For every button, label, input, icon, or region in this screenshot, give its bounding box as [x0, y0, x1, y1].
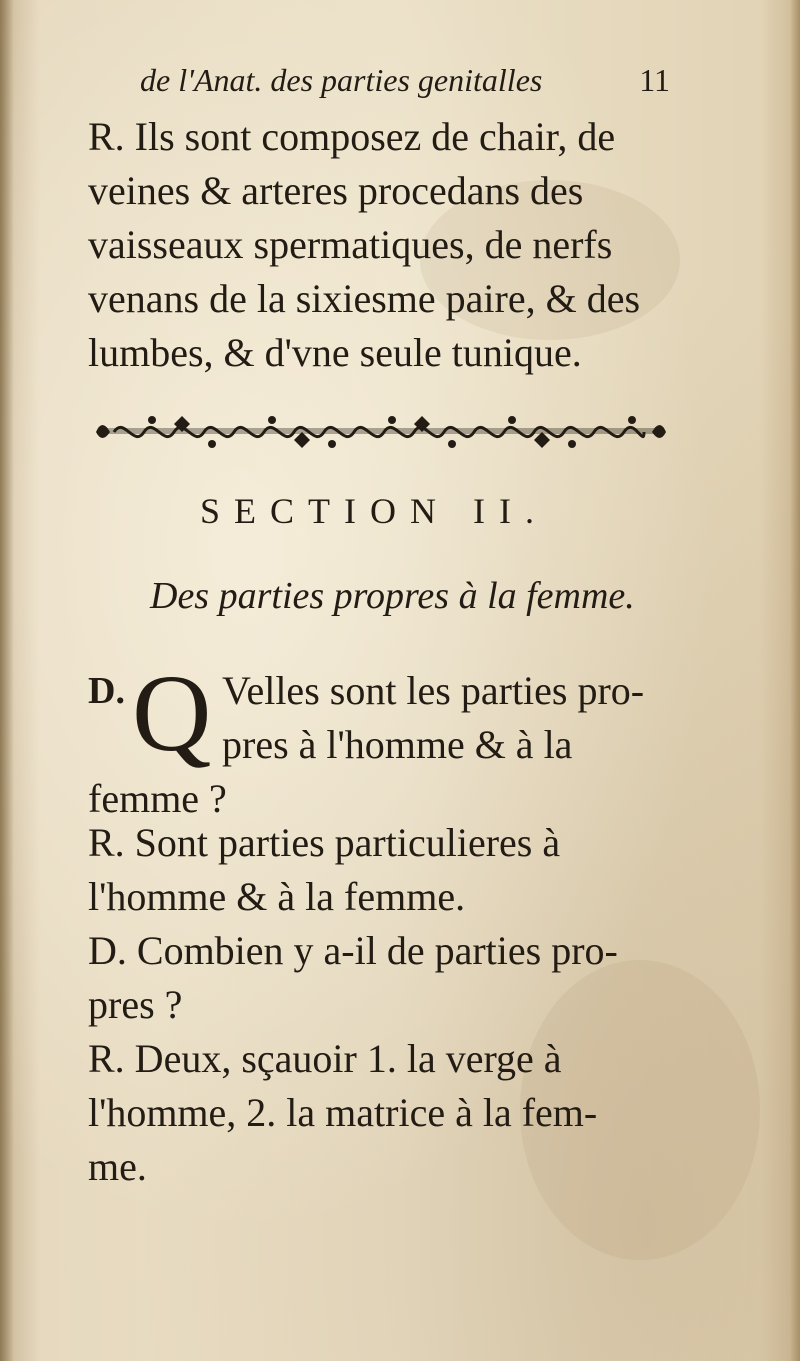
question-marker: D. [88, 670, 125, 712]
text-line: R. Ils sont composez de chair, de [88, 114, 616, 159]
text-line: D. Combien y a-il de parties pro- [88, 928, 618, 973]
text-line: l'homme, 2. la matrice à la fem- [88, 1090, 598, 1135]
text-line: me. [88, 1144, 147, 1189]
text-line: pres ? [88, 982, 183, 1027]
paragraph-2 [88, 816, 670, 1194]
page-number: 11 [639, 62, 670, 98]
section-heading: SECTION II. [200, 491, 548, 531]
text-line: femme ? [88, 776, 227, 821]
text-line: R. Deux, sçauoir 1. la verge à [88, 1036, 562, 1081]
drop-cap: Q [132, 652, 212, 774]
paragraph-1 [88, 110, 670, 380]
running-head [140, 62, 670, 99]
text-line: vaisseaux spermatiques, de nerfs [88, 222, 613, 267]
text-line: lumbes, & d'vne seule tunique. [88, 330, 582, 375]
text-line: l'homme & à la femme. [88, 874, 466, 919]
section-title: Des parties propres à la femme. [150, 575, 635, 617]
ornament-band-icon [92, 408, 670, 456]
text-line: pres à l'homme & à la [222, 722, 573, 767]
text-line: R. Sont parties particulieres à [88, 820, 561, 865]
text-line: venans de la sixiesme paire, & des [88, 276, 641, 321]
text-line: veines & arteres procedans des [88, 168, 584, 213]
text-line: Velles sont les parties pro- [222, 668, 645, 713]
question-1 [88, 652, 670, 826]
running-head-title: de l'Anat. des parties genitalles [140, 62, 543, 98]
